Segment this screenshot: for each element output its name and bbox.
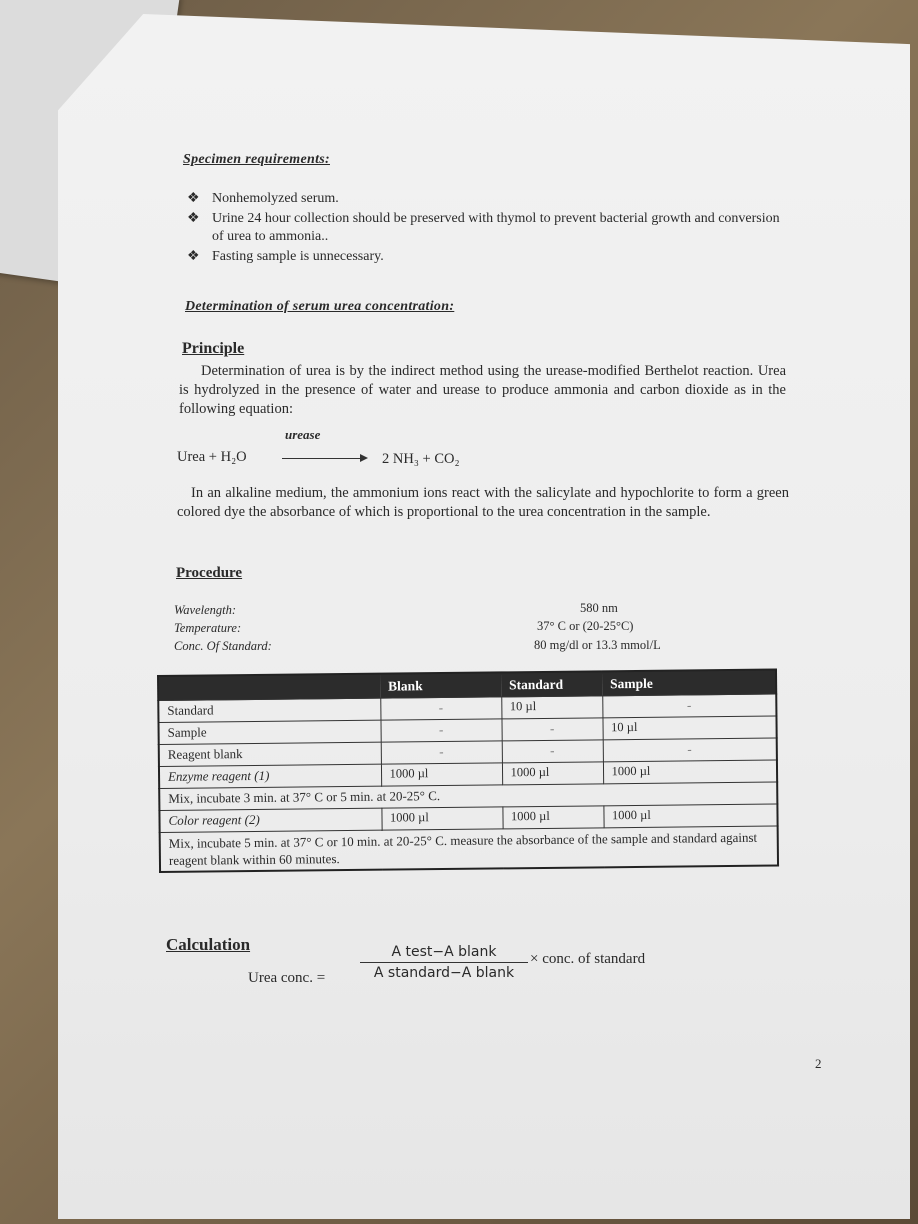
diamond-bullet-icon: ❖ — [187, 249, 200, 264]
formula-numerator: A test−A blank — [391, 944, 497, 960]
table-cell: - — [502, 740, 603, 763]
table-cell: 1000 µl — [381, 807, 502, 830]
procedure-table — [157, 669, 779, 873]
table-cell: - — [501, 718, 602, 741]
table-cell: Color reagent (2) — [159, 808, 381, 832]
table-cell: 1000 µl — [502, 806, 603, 829]
specimen-list — [187, 190, 782, 268]
list-item: ❖ Fasting sample is unnecessary. — [187, 249, 384, 264]
procedure-heading: Procedure — [176, 565, 243, 581]
table-note-row — [160, 826, 778, 872]
table-cell: 1000 µl — [502, 762, 603, 785]
table-cell: Standard — [158, 698, 380, 722]
wavelength-label: Wavelength: — [174, 603, 237, 617]
formula-fraction — [360, 944, 528, 981]
table-cell: - — [380, 697, 501, 720]
standard-conc-label: Conc. Of Standard: — [174, 639, 272, 653]
reactant-water: H₂O — [220, 449, 247, 465]
table-cell: Reagent blank — [159, 742, 381, 766]
formula-lhs: Urea conc. = — [248, 970, 326, 986]
reaction-equation: Urea + H₂O — [177, 449, 247, 465]
list-item: ❖ Urine 24 hour collection should be preserved with thymol to prevent bacterial growth and conversion of urea to ammonia.. — [187, 211, 780, 244]
temperature-value: 37° C or (20-25°C) — [537, 619, 634, 633]
product-ammonia: 2 NH₃ — [382, 451, 419, 467]
diamond-bullet-icon: ❖ — [187, 211, 200, 226]
incubation-note-2: Mix, incubate 5 min. at 37° C or 10 min. at 20-25° C. measure the absorbance of the sample and standard against reagent blank within 60 minutes. — [160, 826, 778, 872]
table-cell: 1000 µl — [381, 763, 502, 786]
diamond-bullet-icon: ❖ — [187, 191, 200, 206]
calculation-heading: Calculation — [166, 935, 251, 954]
principle-paragraph-1: Determination of urea is by the indirect method using the urease-modified Berthelot reaction. Urea is hydrolyzed in the presence of water and urease to produce ammonia and carbon dioxide as in the following equation: — [179, 363, 786, 417]
column-header: Standard — [501, 671, 602, 697]
table-cell: 10 µl — [602, 716, 776, 740]
table-cell: 1000 µl — [603, 804, 777, 828]
principle-paragraph-2: In an alkaline medium, the ammonium ions react with the salicylate and hypochlorite to form a green colored dye the absorbance of which is proportional to the urea concentration in the sample. — [177, 485, 789, 520]
reaction-arrow — [282, 458, 362, 459]
product-co2: CO₂ — [434, 451, 460, 467]
reaction-products: 2 NH₃ + CO₂ — [382, 451, 460, 467]
list-item: ❖ Nonhemolyzed serum. — [187, 191, 339, 206]
page-number: 2 — [815, 1056, 822, 1071]
table-cell: Enzyme reagent (1) — [159, 764, 381, 788]
column-header — [158, 674, 380, 701]
incubation-note-1: Mix, incubate 3 min. at 37° C or 5 min. at 20-25° C. — [159, 782, 777, 810]
table-cell: 10 µl — [501, 696, 602, 719]
standard-conc-value: 80 mg/dl or 13.3 mmol/L — [534, 638, 661, 652]
fraction-bar — [360, 962, 528, 963]
arrow-right-icon — [360, 454, 368, 462]
table-cell: 1000 µl — [603, 760, 777, 784]
determination-heading: Determination of serum urea concentration: — [185, 299, 455, 314]
reactant-urea: Urea — [177, 449, 206, 465]
formula-rhs: × conc. of standard — [530, 951, 646, 967]
temperature-label: Temperature: — [174, 621, 242, 635]
column-header: Sample — [602, 670, 776, 696]
formula-denominator: A standard−A blank — [373, 965, 515, 981]
enzyme-label: urease — [285, 427, 321, 442]
table-cell: - — [602, 694, 776, 718]
table-cell: - — [603, 738, 777, 762]
column-header: Blank — [380, 672, 501, 698]
specimen-heading: Specimen requirements: — [183, 152, 330, 167]
table-cell: - — [381, 741, 502, 764]
table-cell: Sample — [158, 720, 380, 744]
wavelength-value: 580 nm — [580, 601, 618, 615]
principle-heading: Principle — [182, 340, 245, 357]
table-cell: - — [380, 719, 501, 742]
